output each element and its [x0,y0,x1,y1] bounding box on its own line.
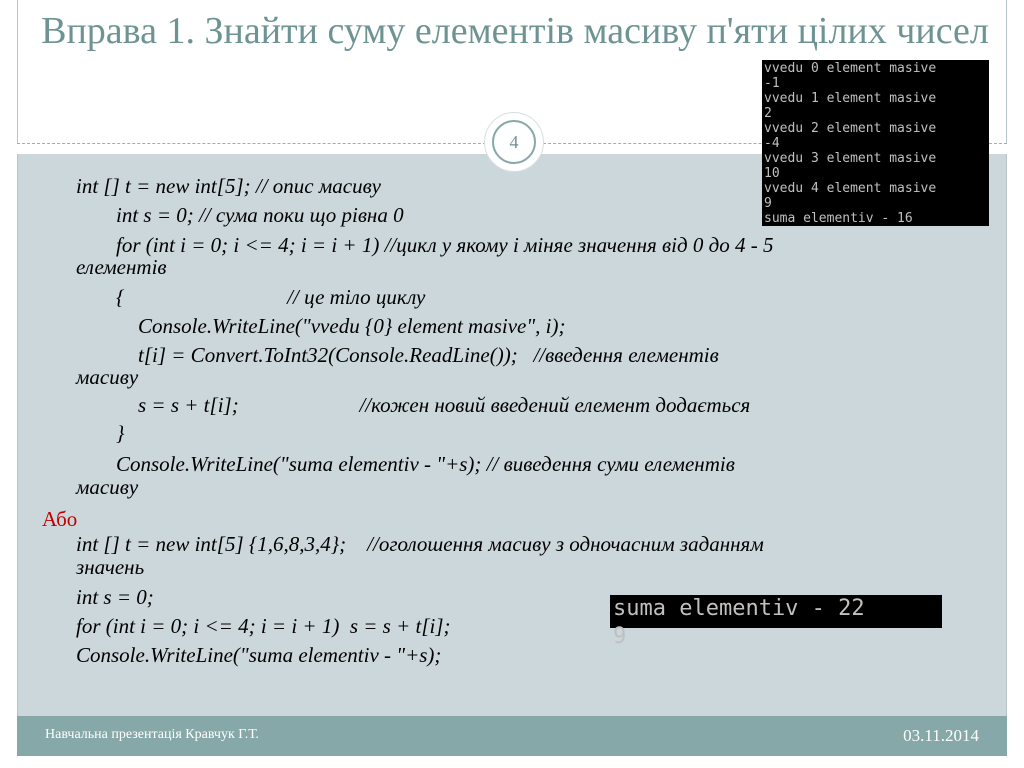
console-line: 10 [764,166,780,181]
footer-date: 03.11.2014 [903,726,979,745]
console-sum-line: suma elementiv - 22 [613,596,865,621]
code-line-writeline-sum-wrap: масиву [76,475,139,499]
code-line-sum-init: int s = 0; // сума поки що рівна 0 [116,203,404,227]
console-line: 9 [764,196,772,211]
code2-line-for-loop: for (int i = 0; i <= 4; i = i + 1) s = s + t[i]; [76,614,451,638]
code-line-close-brace: } [116,421,125,445]
slide-title: Вправа 1. Знайти суму елементів масиву п'яти цілих чисел [41,10,989,52]
code-line-for-loop-wrap: елементів [76,255,167,279]
alternative-label: Або [42,507,78,531]
footer-author: Навчальна презентація Кравчук Г.Т. [45,727,259,742]
console-line: vvedu 1 element masive [764,91,937,106]
console-line: vvedu 4 element masive [764,181,937,196]
code2-line-array-init-wrap: значень [76,555,145,579]
code-line-open-brace: { // це тіло циклу [116,285,426,309]
code-line-sum-accumulate: s = s + t[i]; //кожен новий введений елемент додається [138,393,751,417]
console-line: -4 [764,136,780,151]
code-line-writeline-prompt: Console.WriteLine("vvedu {0} element masive", i); [138,314,566,338]
console-line: vvedu 3 element masive [764,151,937,166]
slide-number-badge [484,112,544,172]
console-next-line: 9 [613,624,627,649]
console-output-screenshot [762,60,989,226]
code-line-readline: t[i] = Convert.ToInt32(Console.ReadLine()); //введення елементів [138,343,719,367]
console-line: -1 [764,76,780,91]
code-line-readline-wrap: масиву [76,365,139,389]
console-line: vvedu 0 element masive [764,61,937,76]
console-line: vvedu 2 element masive [764,121,937,136]
console-line: suma elementiv - 16 [764,211,913,226]
code2-line-array-init: int [] t = new int[5] {1,6,8,3,4}; //оголошення масиву з одночасним заданням [76,532,764,556]
footer-bar [17,716,1007,756]
code-line-for-loop: for (int i = 0; i <= 4; i = i + 1) //цикл у якому і міняе значення від 0 до 4 - 5 [116,233,774,257]
code-line-writeline-sum: Console.WriteLine("suma elementiv - "+s); // виведення суми елементів [116,452,735,476]
console-sum-screenshot [610,595,942,649]
code2-line-sum-init: int s = 0; [76,585,154,609]
slide-number: 4 [492,120,536,164]
code-line-array-declaration: int [] t = new int[5]; // опис масиву [76,174,382,198]
console-line: 2 [764,106,772,121]
code2-line-writeline: Console.WriteLine("suma elementiv - "+s); [76,643,442,667]
